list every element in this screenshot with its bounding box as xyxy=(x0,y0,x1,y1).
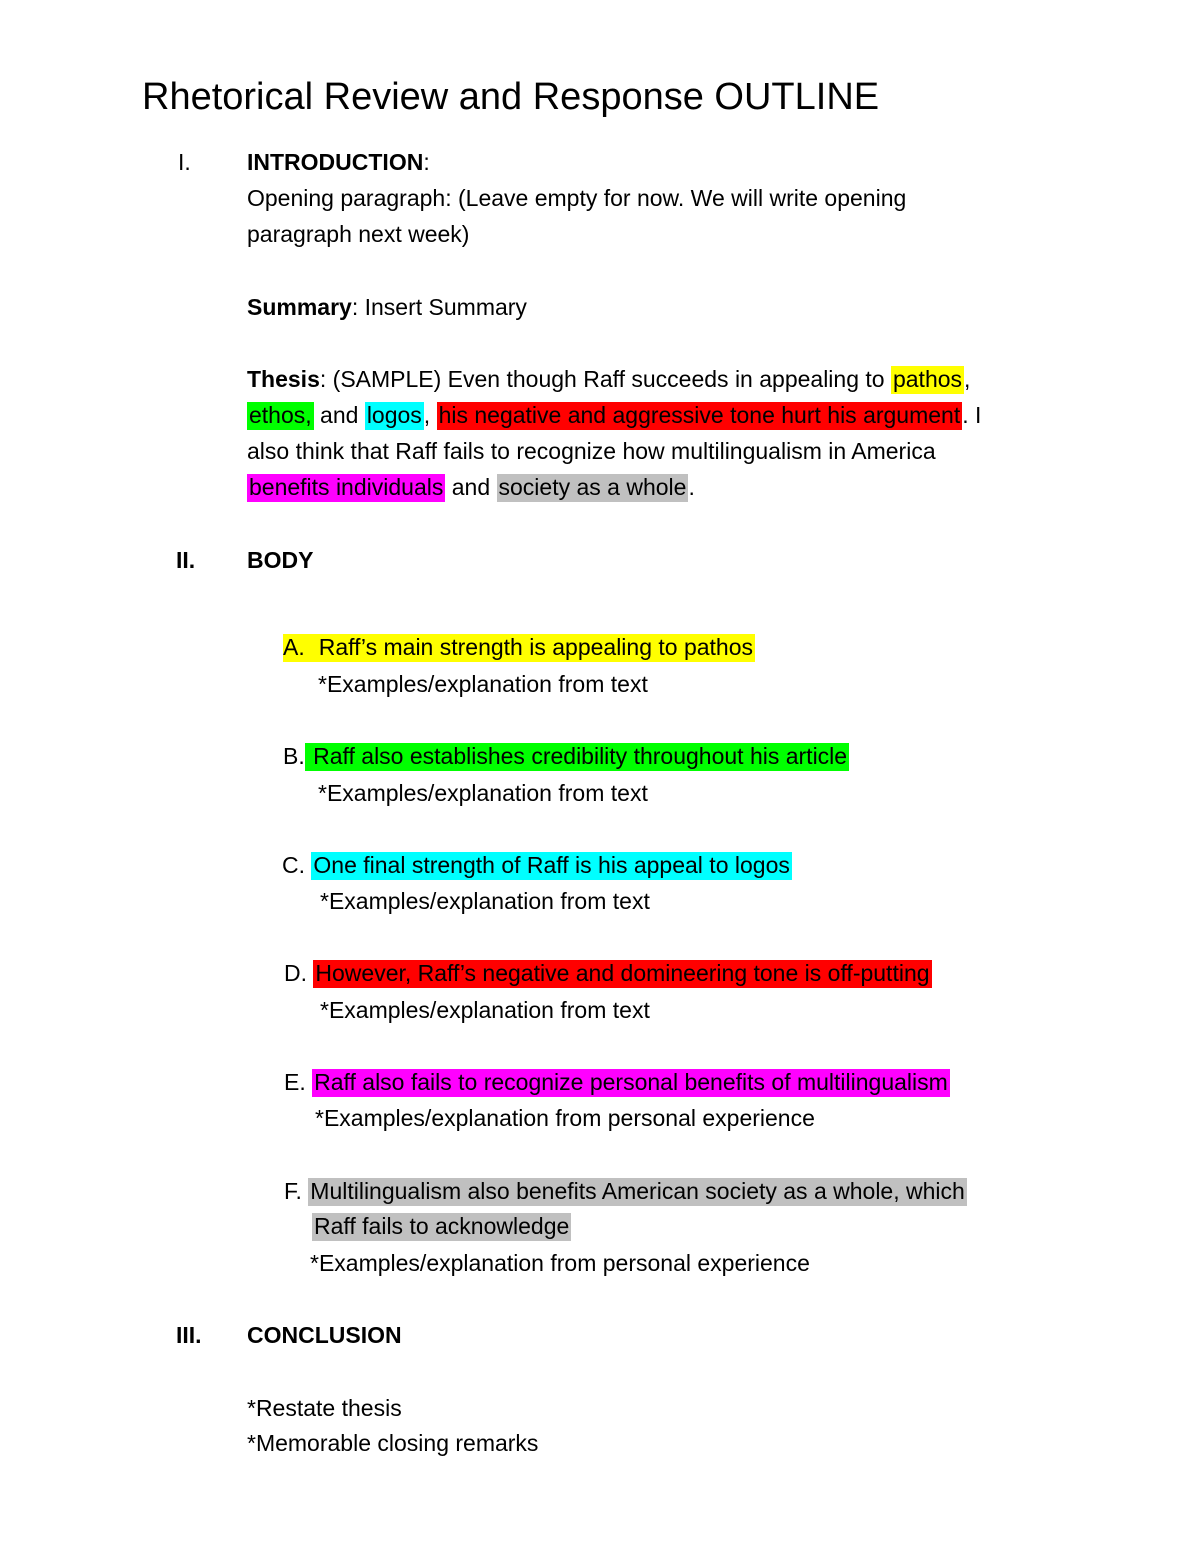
thesis-text-1: : (SAMPLE) Even though Raff succeeds in appealing to xyxy=(319,366,891,392)
thesis-comma-1: , xyxy=(964,366,971,392)
body-heading: BODY xyxy=(247,547,314,573)
body-item-c-letter: C. xyxy=(282,852,305,878)
body-numeral: II. xyxy=(176,547,196,573)
body-item-a-highlight xyxy=(283,634,755,662)
body-item-b xyxy=(283,741,849,771)
body-item-a-note: *Examples/explanation from text xyxy=(318,671,648,697)
summary-line xyxy=(247,292,527,322)
body-item-e xyxy=(284,1067,950,1097)
body-item-f-text: Multilingualism also benefits American society as a whole, which xyxy=(310,1178,965,1204)
body-item-a-letter: A. xyxy=(283,634,305,660)
body-item-e-text: Raff also fails to recognize personal benefits of multilingualism xyxy=(314,1069,948,1095)
body-item-c-text: One final strength of Raff is his appeal to logos xyxy=(313,852,790,878)
body-item-a xyxy=(283,632,755,662)
opening-line-1: Opening paragraph: (Leave empty for now. We will write opening xyxy=(247,185,907,211)
body-item-c xyxy=(282,850,792,880)
conclusion-item-closing: *Memorable closing remarks xyxy=(247,1430,539,1456)
summary-label: Summary xyxy=(247,294,352,320)
body-item-d xyxy=(284,958,932,988)
intro-heading-colon: : xyxy=(423,149,430,175)
highlight-society: society as a whole xyxy=(498,474,687,500)
conclusion-numeral: III. xyxy=(176,1322,202,1348)
thesis-line-4 xyxy=(247,472,695,502)
page-title: Rhetorical Review and Response OUTLINE xyxy=(142,76,880,118)
body-item-f-text-2: Raff fails to acknowledge xyxy=(314,1213,570,1239)
thesis-text-2: . I xyxy=(962,402,982,428)
thesis-comma-2: , xyxy=(423,402,437,428)
summary-text: : Insert Summary xyxy=(351,294,527,320)
body-item-e-note: *Examples/explanation from personal experience xyxy=(315,1105,815,1131)
conclusion-heading: CONCLUSION xyxy=(247,1322,402,1348)
thesis-and-1: and xyxy=(313,402,365,428)
thesis-period: . xyxy=(688,474,695,500)
body-item-f-letter: F. xyxy=(284,1178,302,1204)
intro-heading xyxy=(247,147,430,177)
body-item-d-text: However, Raff’s negative and domineering tone is off-putting xyxy=(315,960,930,986)
opening-line-2: paragraph next week) xyxy=(247,221,470,247)
body-item-f xyxy=(284,1176,967,1206)
thesis-line-2 xyxy=(247,400,981,430)
conclusion-item-restate: *Restate thesis xyxy=(247,1395,402,1421)
body-item-b-note: *Examples/explanation from text xyxy=(318,780,648,806)
body-item-b-letter: B. xyxy=(283,743,305,769)
intro-heading-text: INTRODUCTION xyxy=(247,149,424,175)
thesis-label: Thesis xyxy=(247,366,320,392)
intro-numeral: I. xyxy=(178,149,191,175)
highlight-pathos: pathos xyxy=(892,366,963,392)
body-item-d-letter: D. xyxy=(284,960,307,986)
highlight-benefits-individuals: benefits individuals xyxy=(249,474,444,500)
body-item-e-letter: E. xyxy=(284,1069,306,1095)
thesis-line-3: also think that Raff fails to recognize how multilingualism in America xyxy=(247,438,936,464)
body-item-a-text: Raff’s main strength is appealing to pathos xyxy=(318,634,754,660)
body-item-f-line-2 xyxy=(312,1211,571,1241)
highlight-logos: logos xyxy=(366,402,422,428)
highlight-ethos: ethos, xyxy=(249,402,312,428)
thesis-line-1 xyxy=(247,364,970,394)
body-item-d-note: *Examples/explanation from text xyxy=(320,997,650,1023)
thesis-and-2: and xyxy=(445,474,497,500)
body-item-c-note: *Examples/explanation from text xyxy=(320,888,650,914)
body-item-b-text: Raff also establishes credibility throughout his article xyxy=(306,743,848,769)
highlight-tone: his negative and aggressive tone hurt his argument xyxy=(438,402,961,428)
body-item-f-note: *Examples/explanation from personal experience xyxy=(310,1250,810,1276)
